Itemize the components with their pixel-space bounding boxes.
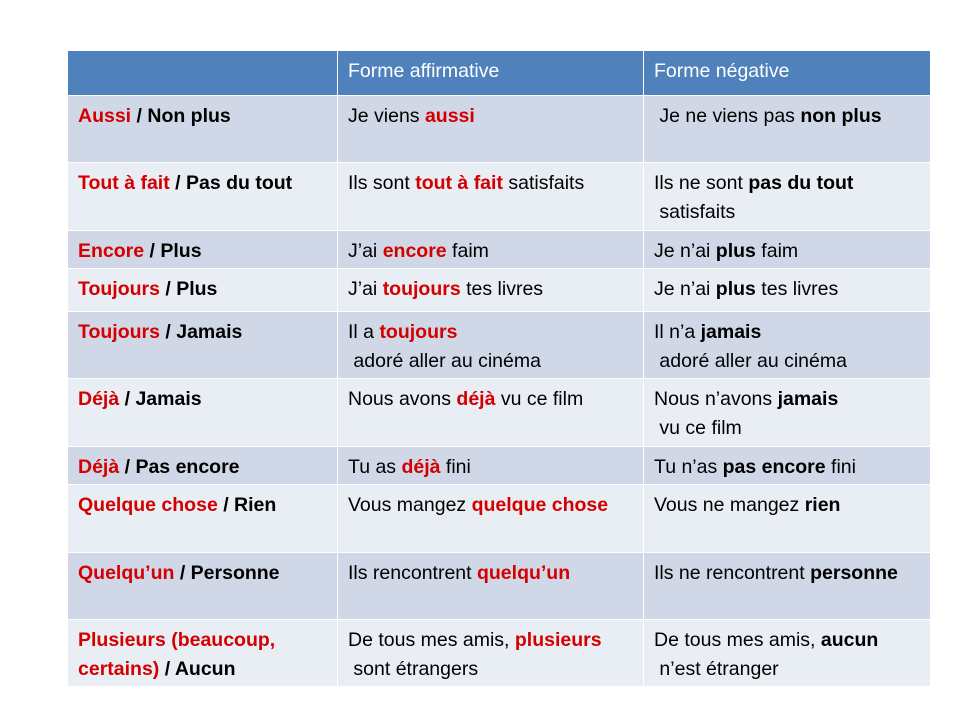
negative-cell: [644, 447, 931, 485]
affirmative-cell: [338, 379, 644, 447]
table-row: [68, 553, 931, 620]
expression-cell: [68, 485, 338, 553]
expression-affirmative: Encore: [78, 240, 145, 262]
sentence-text: Vous mangez: [348, 494, 472, 516]
sentence-text: J’ai: [348, 278, 383, 300]
expression-cell: [68, 163, 338, 231]
affirmative-cell: [338, 96, 644, 163]
expression-negative: / Non plus: [131, 105, 231, 127]
affirmative-cell: [338, 447, 644, 485]
sentence-text: adoré aller au cinéma: [654, 349, 847, 372]
expression-negative: / Plus: [159, 278, 218, 300]
affirmative-cell: [338, 620, 644, 687]
affirmative-cell: [338, 269, 644, 312]
negative-cell: [644, 231, 931, 269]
sentence-text: Vous ne mangez: [654, 494, 805, 516]
expression-cell: [68, 96, 338, 163]
affirmative-keyword: toujours: [379, 321, 458, 343]
sentence-text: adoré aller au cinéma: [348, 349, 541, 372]
expression-negative: / Plus: [144, 240, 202, 262]
negative-cell: [644, 163, 931, 231]
table-row: [68, 620, 931, 687]
expression-cell: [68, 269, 338, 312]
affirmative-keyword: aussi: [424, 105, 475, 127]
negative-cell: [644, 620, 931, 687]
header-cell-affirmative: Forme affirmative: [338, 51, 644, 96]
negative-cell: [644, 312, 931, 379]
sentence-text: sont étrangers: [348, 657, 479, 680]
negative-keyword: plus: [715, 278, 756, 300]
sentence-text: fini: [825, 456, 856, 478]
negative-keyword: rien: [804, 494, 841, 516]
sentence-text: Ils ne sont: [654, 172, 749, 194]
table-row: [68, 163, 931, 231]
sentence-text: faim: [446, 240, 489, 262]
sentence-text: vu ce film: [495, 388, 584, 410]
sentence-text: vu ce film: [654, 416, 742, 439]
affirmative-keyword: encore: [382, 240, 447, 262]
sentence-text: Nous avons: [348, 388, 457, 410]
table-row: [68, 379, 931, 447]
negative-keyword: personne: [810, 562, 898, 584]
negative-cell: [644, 379, 931, 447]
affirmative-cell: [338, 485, 644, 553]
affirmative-cell: [338, 231, 644, 269]
expression-affirmative: Aussi: [78, 105, 132, 127]
table-row: [68, 485, 931, 553]
sentence-text: satisfaits: [654, 200, 736, 223]
sentence-text: Il n’a: [654, 321, 701, 343]
negative-keyword: pas du tout: [748, 172, 854, 194]
sentence-text: De tous mes amis,: [348, 629, 515, 651]
expression-affirmative: Quelqu’un: [78, 562, 175, 584]
affirmative-keyword: quelque chose: [471, 494, 609, 516]
expression-affirmative: Toujours: [78, 278, 160, 300]
table-row: [68, 447, 931, 485]
sentence-text: n’est étranger: [654, 657, 779, 680]
negative-keyword: jamais: [700, 321, 762, 343]
table-row: [68, 269, 931, 312]
table-row: [68, 312, 931, 379]
sentence-text: fini: [440, 456, 471, 478]
expression-cell: [68, 620, 338, 687]
comparison-table: [67, 50, 931, 687]
expression-negative: / Aucun: [159, 657, 236, 680]
sentence-text: Tu n’as: [654, 456, 723, 478]
affirmative-cell: [338, 553, 644, 620]
header-cell-negative: Forme négative: [644, 51, 931, 96]
table-row: [68, 231, 931, 269]
expression-affirmative: Déjà: [78, 456, 120, 478]
sentence-text: faim: [755, 240, 799, 262]
negative-cell: [644, 553, 931, 620]
sentence-text: tes livres: [460, 278, 544, 300]
negative-keyword: non plus: [800, 105, 882, 127]
negative-cell: [644, 485, 931, 553]
expression-cell: [68, 379, 338, 447]
negative-cell: [644, 269, 931, 312]
sentence-text: Ils rencontrent: [348, 562, 477, 584]
expression-affirmative: Plusieurs (beaucoup, certains): [78, 629, 276, 680]
expression-affirmative: Déjà: [78, 388, 120, 410]
expression-affirmative: Toujours: [78, 321, 160, 343]
sentence-text: De tous mes amis,: [654, 629, 821, 651]
negative-keyword: aucun: [820, 629, 879, 651]
affirmative-keyword: plusieurs: [514, 629, 602, 651]
sentence-text: tes livres: [755, 278, 839, 300]
expression-negative: / Personne: [174, 562, 280, 584]
expression-cell: [68, 231, 338, 269]
sentence-text: Je ne viens pas: [654, 105, 801, 127]
sentence-text: satisfaits: [502, 172, 585, 194]
sentence-text: Je n’ai: [654, 278, 716, 300]
table-row: [68, 96, 931, 163]
header-cell-empty: [68, 51, 338, 96]
affirmative-keyword: déjà: [456, 388, 496, 410]
expression-negative: / Pas du tout: [169, 172, 293, 194]
affirmative-keyword: toujours: [382, 278, 461, 300]
negative-keyword: jamais: [777, 388, 839, 410]
affirmative-cell: [338, 163, 644, 231]
affirmative-cell: [338, 312, 644, 379]
sentence-text: Il a: [348, 321, 380, 343]
sentence-text: Ils sont: [348, 172, 416, 194]
expression-negative: / Jamais: [119, 388, 202, 410]
expression-cell: [68, 553, 338, 620]
expression-cell: [68, 312, 338, 379]
sentence-text: Je viens: [348, 105, 425, 127]
negative-cell: [644, 96, 931, 163]
expression-affirmative: Tout à fait: [78, 172, 170, 194]
expression-negative: / Jamais: [159, 321, 243, 343]
sentence-text: Je n’ai: [654, 240, 716, 262]
negative-keyword: plus: [715, 240, 756, 262]
negative-keyword: pas encore: [722, 456, 826, 478]
affirmative-keyword: déjà: [401, 456, 441, 478]
affirmative-keyword: tout à fait: [415, 172, 503, 194]
sentence-text: Tu as: [348, 456, 402, 478]
affirmative-keyword: quelqu’un: [476, 562, 571, 584]
sentence-text: Nous n’avons: [654, 388, 778, 410]
expression-cell: [68, 447, 338, 485]
expression-negative: / Rien: [217, 494, 277, 516]
header-row: [68, 51, 931, 96]
sentence-text: Ils ne rencontrent: [654, 562, 811, 584]
sentence-text: J’ai: [348, 240, 383, 262]
expression-negative: / Pas encore: [119, 456, 240, 478]
expression-affirmative: Quelque chose: [78, 494, 218, 516]
